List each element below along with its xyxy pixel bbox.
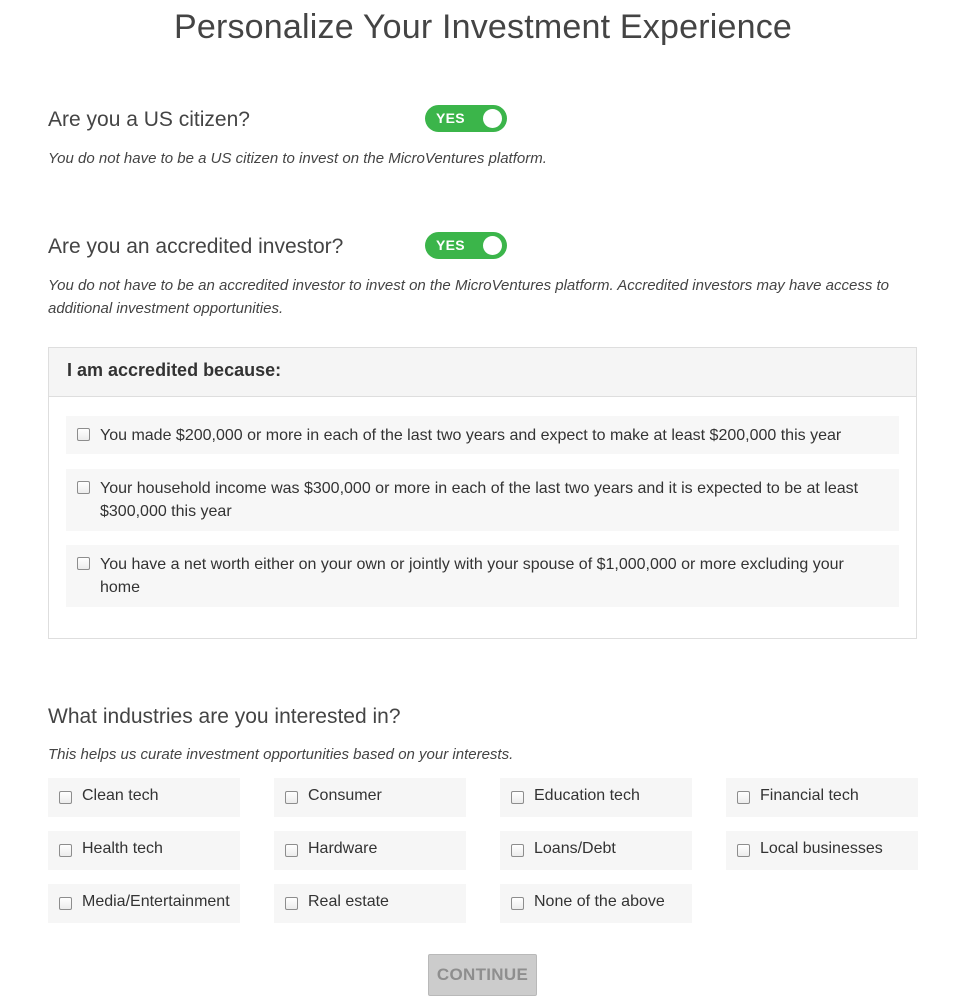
industry-option-financial-tech[interactable] (726, 778, 918, 817)
industry-option-clean-tech[interactable] (48, 778, 240, 817)
criterion-checkbox[interactable] (77, 428, 90, 441)
industry-label: Clean tech (82, 787, 159, 804)
us-citizen-toggle-label: YES (436, 110, 465, 126)
industry-checkbox[interactable] (737, 844, 750, 857)
industry-checkbox[interactable] (59, 844, 72, 857)
industry-option-hardware[interactable] (274, 831, 466, 870)
industry-option-loans-debt[interactable] (500, 831, 692, 870)
industry-label: Local businesses (760, 840, 883, 857)
accreditation-reasons-title: I am accredited because: (49, 348, 916, 397)
industry-label: Financial tech (760, 787, 859, 804)
industry-label: Media/Entertainment (82, 893, 230, 910)
criterion-label: Your household income was $300,000 or more in each of the last two years and it is expected to be at least $300,000 this year (100, 480, 859, 520)
us-citizen-toggle[interactable] (425, 105, 507, 132)
accreditation-criterion-household-income[interactable] (66, 469, 899, 531)
accredited-investor-toggle[interactable] (425, 232, 507, 259)
industry-checkbox[interactable] (59, 897, 72, 910)
continue-button[interactable]: CONTINUE (428, 954, 537, 996)
industry-checkbox[interactable] (285, 844, 298, 857)
toggle-knob (483, 236, 502, 255)
industry-label: Education tech (534, 787, 640, 804)
industry-checkbox[interactable] (59, 791, 72, 804)
criterion-label: You have a net worth either on your own or jointly with your spouse of $1,000,000 or more excluding your home (100, 556, 844, 596)
industry-option-real-estate[interactable] (274, 884, 466, 923)
industry-label: Hardware (308, 840, 378, 857)
industry-option-health-tech[interactable] (48, 831, 240, 870)
industry-checkbox[interactable] (285, 791, 298, 804)
us-citizen-question: Are you a US citizen? (48, 108, 250, 131)
accredited-investor-hint: You do not have to be an accredited investor to invest on the MicroVentures platform. Accredited investors may have access to additional investment opportunities. (48, 277, 890, 317)
accredited-investor-question: Are you an accredited investor? (48, 235, 344, 258)
industry-option-none[interactable] (500, 884, 692, 923)
industry-checkbox[interactable] (511, 791, 524, 804)
accreditation-criterion-income[interactable] (66, 416, 899, 454)
page-title: Personalize Your Investment Experience (173, 8, 793, 46)
industries-question: What industries are you interested in? (48, 705, 401, 728)
accredited-investor-toggle-label: YES (436, 237, 465, 253)
industry-option-local-businesses[interactable] (726, 831, 918, 870)
industry-option-consumer[interactable] (274, 778, 466, 817)
industry-checkbox[interactable] (285, 897, 298, 910)
industry-checkbox[interactable] (511, 844, 524, 857)
industry-label: Health tech (82, 840, 163, 857)
accreditation-reasons-panel (48, 347, 917, 639)
criterion-label: You made $200,000 or more in each of the last two years and expect to make at least $200,000 this year (100, 427, 842, 444)
industry-checkbox[interactable] (511, 897, 524, 910)
toggle-knob (483, 109, 502, 128)
industry-label: Real estate (308, 893, 389, 910)
industry-label: None of the above (534, 893, 665, 910)
accreditation-criterion-net-worth[interactable] (66, 545, 899, 607)
industries-hint: This helps us curate investment opportunities based on your interests. (48, 746, 514, 763)
criterion-checkbox[interactable] (77, 481, 90, 494)
criterion-checkbox[interactable] (77, 557, 90, 570)
industry-label: Loans/Debt (534, 840, 616, 857)
industry-option-media-entertainment[interactable] (48, 884, 240, 923)
us-citizen-hint: You do not have to be a US citizen to invest on the MicroVentures platform. (48, 150, 547, 167)
industry-label: Consumer (308, 787, 382, 804)
industry-option-education-tech[interactable] (500, 778, 692, 817)
industry-checkbox[interactable] (737, 791, 750, 804)
